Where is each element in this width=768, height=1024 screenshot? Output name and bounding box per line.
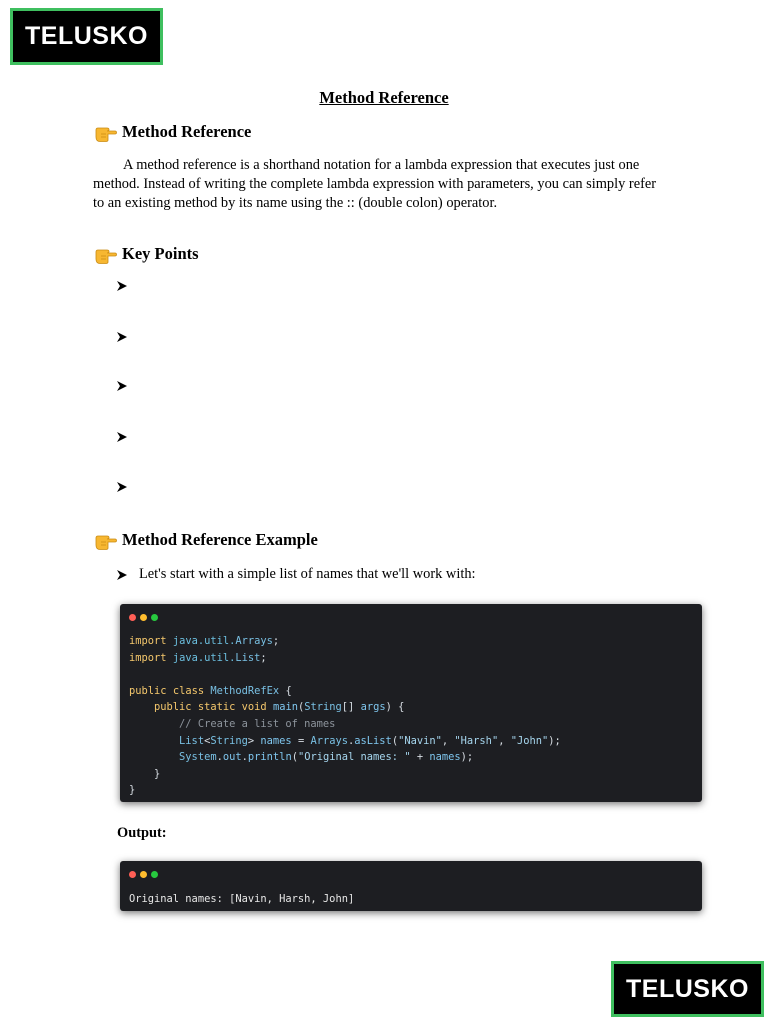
code-block-main <box>120 604 702 802</box>
code-text-main: import java.util.Arrays; import java.util.List; public class MethodRefEx { public static void main(String[] args) { // Create a list of names List<String> names = Arrays.asList("Navin", "Harsh", "John"); System.out.println("Original names: " + names); } } <box>129 635 561 797</box>
pointing-hand-icon <box>95 530 117 550</box>
telusko-logo-bottom: TELUSKO <box>611 961 764 1017</box>
close-dot-icon <box>129 871 136 878</box>
key-point-item <box>116 380 139 392</box>
maximize-dot-icon <box>151 871 158 878</box>
window-controls <box>129 871 158 878</box>
code-text-output: Original names: [Navin, Harsh, John] <box>129 893 355 905</box>
close-dot-icon <box>129 614 136 621</box>
key-point-item <box>116 431 139 443</box>
document-title: Method Reference <box>319 88 449 107</box>
example-intro-item <box>116 566 476 583</box>
section-heading-method-reference <box>95 122 251 142</box>
key-point-item <box>116 481 139 493</box>
pointing-hand-icon <box>95 122 117 142</box>
arrowhead-bullet-icon <box>116 380 128 392</box>
minimize-dot-icon <box>140 871 147 878</box>
minimize-dot-icon <box>140 614 147 621</box>
arrowhead-bullet-icon <box>116 331 128 343</box>
intro-paragraph <box>93 156 663 213</box>
pointing-hand-icon <box>95 244 117 264</box>
key-point-item <box>116 331 139 343</box>
section-heading-text: Key Points <box>122 244 199 263</box>
arrowhead-bullet-icon <box>116 569 128 581</box>
key-point-item <box>116 280 139 292</box>
output-label: Output: <box>117 825 167 841</box>
section-heading-key-points <box>95 244 199 264</box>
section-heading-text: Method Reference Example <box>122 530 318 549</box>
telusko-logo-top: TELUSKO <box>10 8 163 65</box>
section-heading-method-reference-example <box>95 530 318 550</box>
code-block-output <box>120 861 702 911</box>
arrowhead-bullet-icon <box>116 280 128 292</box>
arrowhead-bullet-icon <box>116 431 128 443</box>
example-intro-text: Let's start with a simple list of names that we'll work with: <box>139 566 476 582</box>
section-heading-text: Method Reference <box>122 122 252 141</box>
arrowhead-bullet-icon <box>116 481 128 493</box>
maximize-dot-icon <box>151 614 158 621</box>
window-controls <box>129 614 158 621</box>
intro-paragraph-text: A method reference is a shorthand notation for a lambda expression that executes just one method. Instead of writing the complete lambda expression with parameters, you can simply refer to an existing method by its name using the :: (double colon) operator. <box>93 157 657 211</box>
